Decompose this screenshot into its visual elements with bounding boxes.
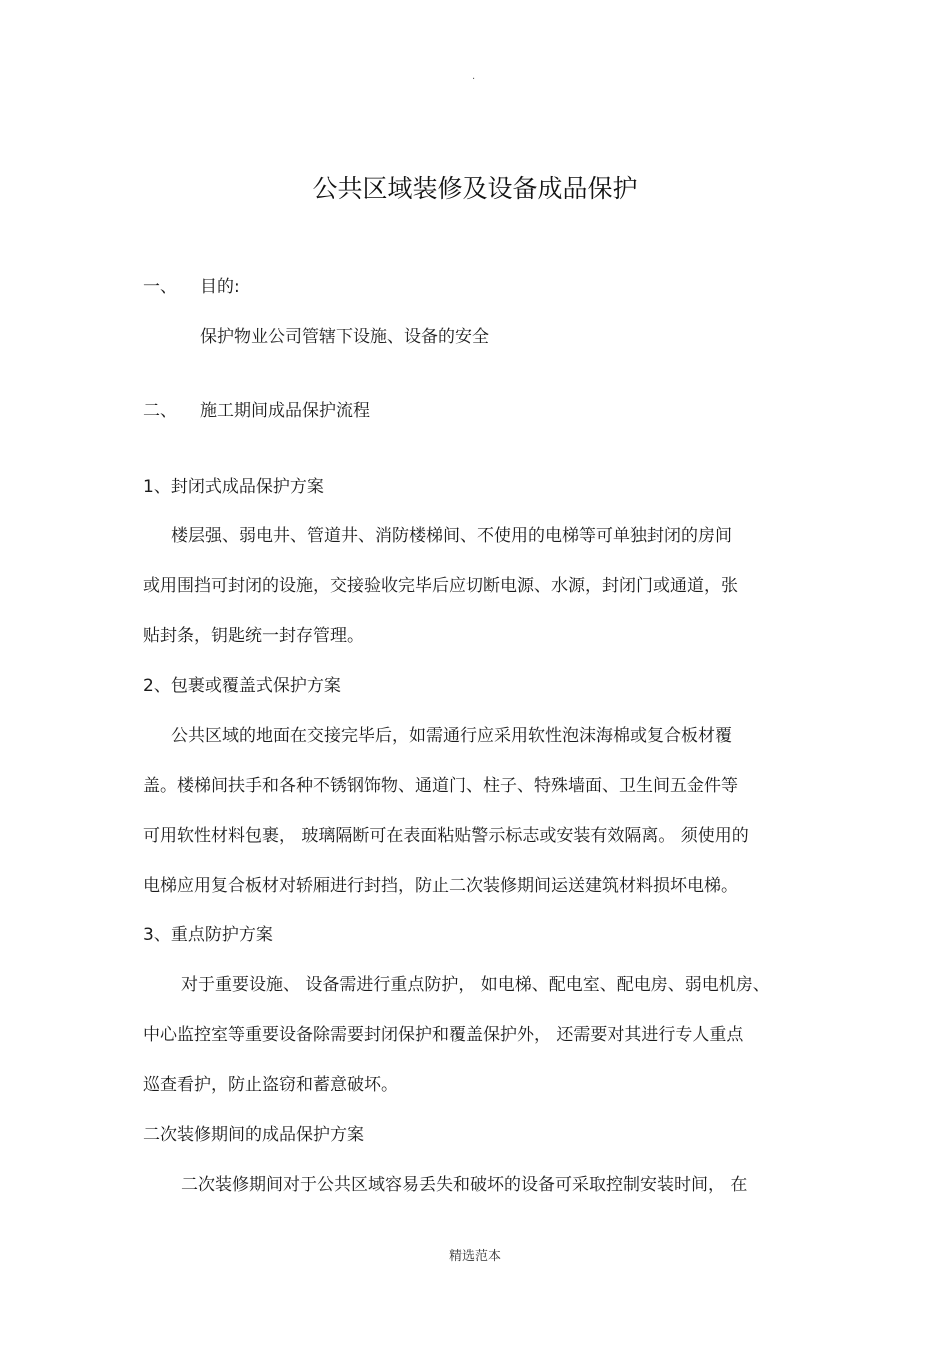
item1-line: 贴封条，钥匙统一封存管理。 [143,626,364,646]
item4-heading: 二次装修期间的成品保护方案 [143,1125,364,1145]
item3-line: 对于重要设施、 设备需进行重点防护， 如电梯、配电室、配电房、弱电机房、 [181,975,770,995]
section2-number: 二、 [143,401,177,421]
page-footer: 精选范本 [448,1249,501,1264]
document-title: 公共区域装修及设备成品保护 [312,174,638,203]
section1-number: 一、 [143,277,177,297]
item2-line: 可用软性材料包裹， 玻璃隔断可在表面粘贴警示标志或安装有效隔离。 须使用的 [143,826,749,846]
item2-line: 电梯应用复合板材对轿厢进行封挡，防止二次装修期间运送建筑材料损坏电梯。 [143,876,738,896]
item2-heading: 2、包裹或覆盖式保护方案 [143,676,341,696]
section1-body: 保护物业公司管辖下设施、设备的安全 [200,327,489,347]
item4-line: 二次装修期间对于公共区域容易丢失和破坏的设备可采取控制安装时间， 在 [181,1175,748,1195]
header-mark: . [472,71,476,82]
item3-line: 巡查看护，防止盗窃和蓄意破坏。 [143,1075,398,1095]
item3-line: 中心监控室等重要设备除需要封闭保护和覆盖保护外， 还需要对其进行专人重点 [143,1025,744,1045]
item1-line: 或用围挡可封闭的设施，交接验收完毕后应切断电源、水源，封闭门或通道，张 [143,576,738,596]
section1-heading: 目的: [200,277,240,297]
section2-heading: 施工期间成品保护流程 [200,401,370,421]
item3-heading: 3、重点防护方案 [143,925,273,945]
item1-line: 楼层强、弱电井、管道井、消防楼梯间、不使用的电梯等可单独封闭的房间 [171,526,732,546]
item2-line: 盖。楼梯间扶手和各种不锈钢饰物、通道门、柱子、特殊墙面、卫生间五金件等 [143,776,738,796]
item2-line: 公共区域的地面在交接完毕后，如需通行应采用软性泡沫海棉或复合板材覆 [171,726,732,746]
item1-heading: 1、封闭式成品保护方案 [143,477,324,497]
